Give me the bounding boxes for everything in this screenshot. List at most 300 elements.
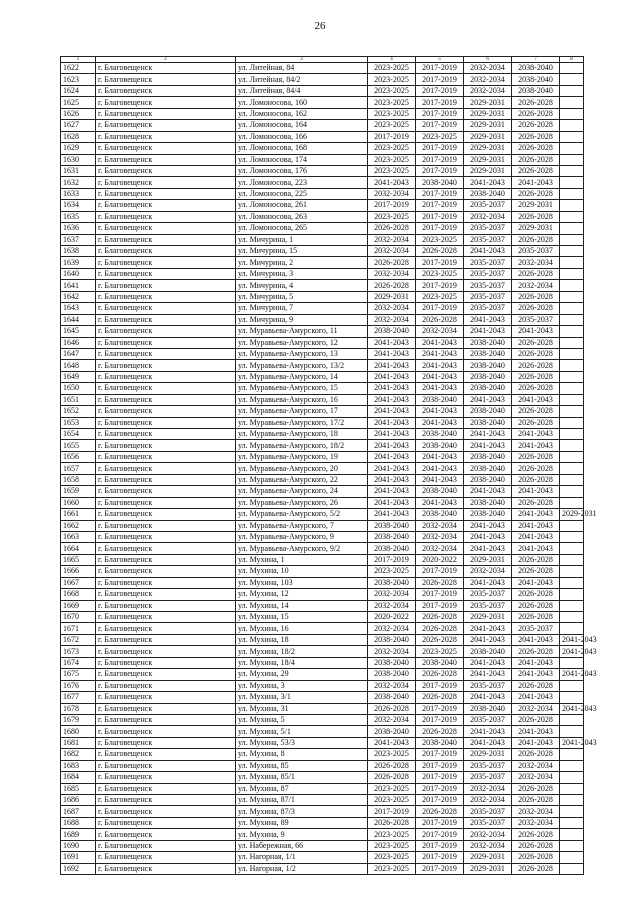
period-cell: 2041-2043 xyxy=(512,440,560,451)
address-cell: ул. Ломоносова, 162 xyxy=(236,108,368,119)
address-cell: ул. Муравьева-Амурского, 9/2 xyxy=(236,543,368,554)
address-cell: ул. Муравьева-Амурского, 14 xyxy=(236,371,368,382)
address-cell: ул. Нагорная, 1/2 xyxy=(236,863,368,874)
period-cell: 2023-2025 xyxy=(416,291,464,302)
address-cell: ул. Муравьева-Амурского, 9 xyxy=(236,531,368,542)
table-row xyxy=(61,463,584,474)
table-row xyxy=(61,474,584,485)
period-cell: 2026-2028 xyxy=(416,314,464,325)
period-cell: 2026-2028 xyxy=(512,291,560,302)
period-cell: 2032-2034 xyxy=(416,326,464,337)
period-cell: 2023-2025 xyxy=(368,165,416,176)
period-cell: 2041-2043 xyxy=(464,669,512,680)
period-cell: 2023-2025 xyxy=(416,131,464,142)
city-cell: г. Благовещенск xyxy=(96,543,236,554)
row-number-cell: 1633 xyxy=(61,188,96,199)
city-cell: г. Благовещенск xyxy=(96,531,236,542)
city-cell: г. Благовещенск xyxy=(96,623,236,634)
table-row xyxy=(61,760,584,771)
period-cell: 2041-2043 xyxy=(512,634,560,645)
period-cell: 2017-2019 xyxy=(416,188,464,199)
period-cell: 2041-2043 xyxy=(512,394,560,405)
period-cell: 2041-2043 xyxy=(464,520,512,531)
period-cell: 2041-2043 xyxy=(512,177,560,188)
row-number-cell: 1662 xyxy=(61,520,96,531)
city-cell: г. Благовещенск xyxy=(96,852,236,863)
table-row xyxy=(61,200,584,211)
period-cell: 2026-2028 xyxy=(368,257,416,268)
row-number-cell: 1668 xyxy=(61,589,96,600)
period-cell: 2032-2034 xyxy=(464,829,512,840)
address-cell: ул. Мухина, 85/1 xyxy=(236,772,368,783)
period-cell: 2032-2034 xyxy=(512,280,560,291)
address-cell: ул. Мухина, 29 xyxy=(236,669,368,680)
period-cell xyxy=(560,817,584,828)
period-cell: 2023-2025 xyxy=(416,268,464,279)
period-cell: 2032-2034 xyxy=(512,760,560,771)
table-row xyxy=(61,612,584,623)
period-cell: 2032-2034 xyxy=(368,268,416,279)
column-number: 7 xyxy=(512,57,560,63)
period-cell: 2017-2019 xyxy=(416,840,464,851)
row-number-cell: 1639 xyxy=(61,257,96,268)
period-cell: 2041-2043 xyxy=(512,531,560,542)
period-cell: 2020-2022 xyxy=(368,612,416,623)
period-cell: 2038-2040 xyxy=(464,360,512,371)
address-cell: ул. Мухина, 14 xyxy=(236,600,368,611)
period-cell xyxy=(560,246,584,257)
period-cell xyxy=(560,726,584,737)
period-cell xyxy=(560,840,584,851)
period-cell: 2026-2028 xyxy=(416,669,464,680)
period-cell xyxy=(560,165,584,176)
period-cell: 2032-2034 xyxy=(464,211,512,222)
period-cell: 2038-2040 xyxy=(512,74,560,85)
period-cell: 2041-2043 xyxy=(368,348,416,359)
table-row xyxy=(61,85,584,96)
table-row xyxy=(61,417,584,428)
address-cell: ул. Муравьева-Амурского, 18 xyxy=(236,429,368,440)
period-cell: 2026-2028 xyxy=(512,463,560,474)
address-cell: ул. Мухина, 85 xyxy=(236,760,368,771)
period-cell: 2041-2043 xyxy=(464,737,512,748)
period-cell: 2035-2037 xyxy=(464,589,512,600)
table-row xyxy=(61,348,584,359)
city-cell: г. Благовещенск xyxy=(96,817,236,828)
city-cell: г. Благовещенск xyxy=(96,108,236,119)
table-row xyxy=(61,120,584,131)
city-cell: г. Благовещенск xyxy=(96,383,236,394)
period-cell: 2023-2025 xyxy=(368,85,416,96)
period-cell: 2038-2040 xyxy=(464,383,512,394)
row-number-cell: 1686 xyxy=(61,795,96,806)
period-cell: 2041-2043 xyxy=(416,406,464,417)
period-cell: 2026-2028 xyxy=(512,165,560,176)
period-cell: 2023-2025 xyxy=(368,97,416,108)
period-cell xyxy=(560,280,584,291)
address-cell: ул. Литейная, 84/2 xyxy=(236,74,368,85)
period-cell: 2017-2019 xyxy=(416,257,464,268)
row-number-cell: 1641 xyxy=(61,280,96,291)
period-cell: 2026-2028 xyxy=(512,714,560,725)
period-cell: 2041-2043 xyxy=(368,383,416,394)
period-cell: 2035-2037 xyxy=(464,223,512,234)
period-cell: 2041-2043 xyxy=(416,463,464,474)
period-cell xyxy=(560,520,584,531)
period-cell xyxy=(560,463,584,474)
period-cell: 2041-2043 xyxy=(464,634,512,645)
period-cell: 2026-2028 xyxy=(512,863,560,874)
table-row xyxy=(61,566,584,577)
period-cell: 2041-2043 xyxy=(416,348,464,359)
period-cell: 2041-2043 xyxy=(368,737,416,748)
period-cell: 2026-2028 xyxy=(512,795,560,806)
period-cell: 2035-2037 xyxy=(464,772,512,783)
period-cell: 2041-2043 xyxy=(464,440,512,451)
column-number: 4 xyxy=(368,57,416,63)
period-cell: 2038-2040 xyxy=(464,371,512,382)
table-body xyxy=(61,63,597,875)
period-cell: 2017-2019 xyxy=(416,680,464,691)
period-cell: 2026-2028 xyxy=(416,577,464,588)
city-cell: г. Благовещенск xyxy=(96,486,236,497)
period-cell: 2038-2040 xyxy=(464,474,512,485)
column-number: 1 xyxy=(61,57,96,63)
city-cell: г. Благовещенск xyxy=(96,669,236,680)
table-row xyxy=(61,509,584,520)
period-cell: 2038-2040 xyxy=(464,406,512,417)
period-cell xyxy=(560,143,584,154)
period-cell: 2032-2034 xyxy=(464,74,512,85)
period-cell: 2023-2025 xyxy=(368,211,416,222)
address-cell: ул. Ломоносова, 160 xyxy=(236,97,368,108)
period-cell: 2041-2043 xyxy=(464,623,512,634)
table-row xyxy=(61,543,584,554)
period-cell: 2026-2028 xyxy=(512,406,560,417)
period-cell: 2038-2040 xyxy=(464,188,512,199)
period-cell xyxy=(560,406,584,417)
period-cell xyxy=(560,383,584,394)
table-row xyxy=(61,451,584,462)
address-cell: ул. Ломоносова, 223 xyxy=(236,177,368,188)
address-cell: ул. Муравьева-Амурского, 26 xyxy=(236,497,368,508)
period-cell: 2026-2028 xyxy=(368,760,416,771)
period-cell: 2026-2028 xyxy=(512,840,560,851)
period-cell: 2026-2028 xyxy=(512,783,560,794)
period-cell: 2041-2043 xyxy=(464,577,512,588)
row-number-cell: 1691 xyxy=(61,852,96,863)
table-row xyxy=(61,680,584,691)
period-cell: 2032-2034 xyxy=(368,188,416,199)
period-cell: 2035-2037 xyxy=(464,303,512,314)
row-number-cell: 1659 xyxy=(61,486,96,497)
row-number-cell: 1678 xyxy=(61,703,96,714)
city-cell: г. Благовещенск xyxy=(96,440,236,451)
address-cell: ул. Мухина, 18/2 xyxy=(236,646,368,657)
period-cell: 2041-2043 xyxy=(512,509,560,520)
city-cell: г. Благовещенск xyxy=(96,772,236,783)
period-cell: 2023-2025 xyxy=(368,783,416,794)
period-cell: 2041-2043 xyxy=(464,531,512,542)
row-number-cell: 1624 xyxy=(61,85,96,96)
address-cell: ул. Ломоносова, 176 xyxy=(236,165,368,176)
period-cell: 2029-2031 xyxy=(464,863,512,874)
address-cell: ул. Мичурина, 4 xyxy=(236,280,368,291)
table-row xyxy=(61,852,584,863)
registry-table xyxy=(60,56,597,875)
period-cell xyxy=(560,531,584,542)
address-cell: ул. Муравьева-Амурского, 24 xyxy=(236,486,368,497)
period-cell: 2026-2028 xyxy=(512,612,560,623)
city-cell: г. Благовещенск xyxy=(96,692,236,703)
period-cell xyxy=(560,85,584,96)
period-cell: 2038-2040 xyxy=(368,692,416,703)
period-cell: 2032-2034 xyxy=(416,531,464,542)
period-cell: 2041-2043 xyxy=(560,646,584,657)
address-cell: ул. Мухина, 53/3 xyxy=(236,737,368,748)
period-cell: 2041-2043 xyxy=(464,726,512,737)
period-cell: 2026-2028 xyxy=(512,589,560,600)
period-cell xyxy=(560,566,584,577)
period-cell: 2035-2037 xyxy=(512,314,560,325)
period-cell: 2023-2025 xyxy=(368,154,416,165)
page-number: 26 xyxy=(314,20,326,32)
period-cell: 2023-2025 xyxy=(416,646,464,657)
period-cell: 2038-2040 xyxy=(464,348,512,359)
table-row xyxy=(61,554,584,565)
table-row xyxy=(61,600,584,611)
period-cell: 2026-2028 xyxy=(512,360,560,371)
city-cell: г. Благовещенск xyxy=(96,268,236,279)
period-cell: 2026-2028 xyxy=(368,223,416,234)
period-cell xyxy=(560,486,584,497)
row-number-cell: 1661 xyxy=(61,509,96,520)
period-cell: 2038-2040 xyxy=(464,337,512,348)
city-cell: г. Благовещенск xyxy=(96,371,236,382)
table-row xyxy=(61,806,584,817)
address-cell: ул. Муравьева-Амурского, 17/2 xyxy=(236,417,368,428)
period-cell: 2038-2040 xyxy=(368,577,416,588)
address-cell: ул. Мухина, 5/1 xyxy=(236,726,368,737)
city-cell: г. Благовещенск xyxy=(96,165,236,176)
city-cell: г. Благовещенск xyxy=(96,154,236,165)
period-cell: 2032-2034 xyxy=(368,714,416,725)
city-cell: г. Благовещенск xyxy=(96,326,236,337)
period-cell: 2038-2040 xyxy=(368,326,416,337)
row-number-cell: 1628 xyxy=(61,131,96,142)
period-cell: 2017-2019 xyxy=(416,783,464,794)
address-cell: ул. Муравьева-Амурского, 22 xyxy=(236,474,368,485)
period-cell: 2026-2028 xyxy=(512,383,560,394)
period-cell: 2029-2031 xyxy=(464,97,512,108)
period-cell: 2032-2034 xyxy=(368,303,416,314)
city-cell: г. Благовещенск xyxy=(96,234,236,245)
period-cell: 2026-2028 xyxy=(512,451,560,462)
period-cell: 2017-2019 xyxy=(416,200,464,211)
city-cell: г. Благовещенск xyxy=(96,566,236,577)
address-cell: ул. Ломоносова, 261 xyxy=(236,200,368,211)
table-row xyxy=(61,669,584,680)
row-number-cell: 1640 xyxy=(61,268,96,279)
period-cell xyxy=(560,211,584,222)
address-cell: ул. Мичурина, 1 xyxy=(236,234,368,245)
row-number-cell: 1672 xyxy=(61,634,96,645)
period-cell: 2026-2028 xyxy=(512,188,560,199)
row-number-cell: 1627 xyxy=(61,120,96,131)
city-cell: г. Благовещенск xyxy=(96,646,236,657)
table-row xyxy=(61,657,584,668)
period-cell: 2032-2034 xyxy=(368,680,416,691)
period-cell xyxy=(560,314,584,325)
period-cell: 2038-2040 xyxy=(464,417,512,428)
row-number-cell: 1636 xyxy=(61,223,96,234)
period-cell: 2041-2043 xyxy=(464,486,512,497)
period-cell: 2041-2043 xyxy=(464,657,512,668)
address-cell: ул. Набережная, 66 xyxy=(236,840,368,851)
column-number: 5 xyxy=(416,57,464,63)
period-cell: 2041-2043 xyxy=(368,360,416,371)
address-cell: ул. Нагорная, 1/1 xyxy=(236,852,368,863)
city-cell: г. Благовещенск xyxy=(96,474,236,485)
period-cell: 2035-2037 xyxy=(464,200,512,211)
row-number-cell: 1644 xyxy=(61,314,96,325)
period-cell: 2026-2028 xyxy=(512,97,560,108)
period-cell: 2026-2028 xyxy=(416,692,464,703)
table-row xyxy=(61,211,584,222)
row-number-cell: 1629 xyxy=(61,143,96,154)
period-cell: 2041-2043 xyxy=(416,474,464,485)
address-cell: ул. Ломоносова, 263 xyxy=(236,211,368,222)
row-number-cell: 1653 xyxy=(61,417,96,428)
address-cell: ул. Мичурина, 15 xyxy=(236,246,368,257)
period-cell: 2038-2040 xyxy=(416,486,464,497)
row-number-cell: 1631 xyxy=(61,165,96,176)
city-cell: г. Благовещенск xyxy=(96,600,236,611)
period-cell xyxy=(560,863,584,874)
period-cell: 2029-2031 xyxy=(512,200,560,211)
period-cell: 2017-2019 xyxy=(416,703,464,714)
row-number-cell: 1654 xyxy=(61,429,96,440)
period-cell: 2026-2028 xyxy=(512,268,560,279)
period-cell: 2026-2028 xyxy=(416,726,464,737)
table-row xyxy=(61,577,584,588)
period-cell: 2017-2019 xyxy=(416,863,464,874)
period-cell xyxy=(560,303,584,314)
period-cell: 2017-2019 xyxy=(416,795,464,806)
period-cell: 2038-2040 xyxy=(416,509,464,520)
table-row xyxy=(61,314,584,325)
table-row xyxy=(61,280,584,291)
period-cell: 2038-2040 xyxy=(416,440,464,451)
city-cell: г. Благовещенск xyxy=(96,246,236,257)
period-cell: 2023-2025 xyxy=(368,840,416,851)
period-cell: 2041-2043 xyxy=(512,326,560,337)
period-cell xyxy=(560,612,584,623)
period-cell: 2029-2031 xyxy=(464,165,512,176)
table-row xyxy=(61,360,584,371)
column-number: 8 xyxy=(560,57,584,63)
period-cell: 2032-2034 xyxy=(464,85,512,96)
period-cell: 2017-2019 xyxy=(368,806,416,817)
row-number-cell: 1652 xyxy=(61,406,96,417)
period-cell xyxy=(560,97,584,108)
table-row xyxy=(61,429,584,440)
table-row xyxy=(61,371,584,382)
city-cell: г. Благовещенск xyxy=(96,74,236,85)
row-number-cell: 1651 xyxy=(61,394,96,405)
address-cell: ул. Ломоносова, 225 xyxy=(236,188,368,199)
period-cell: 2017-2019 xyxy=(416,566,464,577)
period-cell: 2026-2028 xyxy=(512,303,560,314)
city-cell: г. Благовещенск xyxy=(96,634,236,645)
row-number-cell: 1677 xyxy=(61,692,96,703)
period-cell: 2041-2043 xyxy=(464,246,512,257)
period-cell: 2026-2028 xyxy=(512,829,560,840)
period-cell: 2032-2034 xyxy=(416,543,464,554)
period-cell: 2041-2043 xyxy=(368,337,416,348)
table-row xyxy=(61,634,584,645)
period-cell: 2032-2034 xyxy=(368,314,416,325)
period-cell: 2023-2025 xyxy=(368,863,416,874)
period-cell xyxy=(560,497,584,508)
address-cell: ул. Муравьева-Амурского, 7 xyxy=(236,520,368,531)
address-cell: ул. Литейная, 84 xyxy=(236,63,368,74)
period-cell xyxy=(560,120,584,131)
city-cell: г. Благовещенск xyxy=(96,703,236,714)
period-cell: 2017-2019 xyxy=(368,200,416,211)
city-cell: г. Благовещенск xyxy=(96,280,236,291)
period-cell: 2041-2043 xyxy=(368,394,416,405)
row-number-cell: 1625 xyxy=(61,97,96,108)
table-row xyxy=(61,772,584,783)
table-row xyxy=(61,154,584,165)
row-number-cell: 1635 xyxy=(61,211,96,222)
row-number-cell: 1630 xyxy=(61,154,96,165)
period-cell xyxy=(560,394,584,405)
period-cell: 2017-2019 xyxy=(416,108,464,119)
period-cell: 2017-2019 xyxy=(416,303,464,314)
period-cell: 2041-2043 xyxy=(368,474,416,485)
period-cell: 2029-2031 xyxy=(464,749,512,760)
row-number-cell: 1665 xyxy=(61,554,96,565)
period-cell: 2041-2043 xyxy=(368,371,416,382)
city-cell: г. Благовещенск xyxy=(96,131,236,142)
period-cell: 2017-2019 xyxy=(416,74,464,85)
address-cell: ул. Мухина, 3 xyxy=(236,680,368,691)
address-cell: ул. Муравьева-Амурского, 18/2 xyxy=(236,440,368,451)
period-cell: 2038-2040 xyxy=(464,463,512,474)
city-cell: г. Благовещенск xyxy=(96,97,236,108)
period-cell: 2026-2028 xyxy=(368,817,416,828)
period-cell: 2041-2043 xyxy=(368,451,416,462)
table-row xyxy=(61,291,584,302)
address-cell: ул. Муравьева-Амурского, 13/2 xyxy=(236,360,368,371)
city-cell: г. Благовещенск xyxy=(96,211,236,222)
row-number-cell: 1675 xyxy=(61,669,96,680)
period-cell xyxy=(560,554,584,565)
row-number-cell: 1674 xyxy=(61,657,96,668)
period-cell: 2041-2043 xyxy=(464,394,512,405)
table-row xyxy=(61,246,584,257)
city-cell: г. Благовещенск xyxy=(96,783,236,794)
period-cell: 2026-2028 xyxy=(512,143,560,154)
period-cell: 2017-2019 xyxy=(416,714,464,725)
period-cell: 2017-2019 xyxy=(416,817,464,828)
period-cell: 2026-2028 xyxy=(368,280,416,291)
period-cell: 2041-2043 xyxy=(416,337,464,348)
period-cell: 2029-2031 xyxy=(464,852,512,863)
period-cell: 2026-2028 xyxy=(512,566,560,577)
